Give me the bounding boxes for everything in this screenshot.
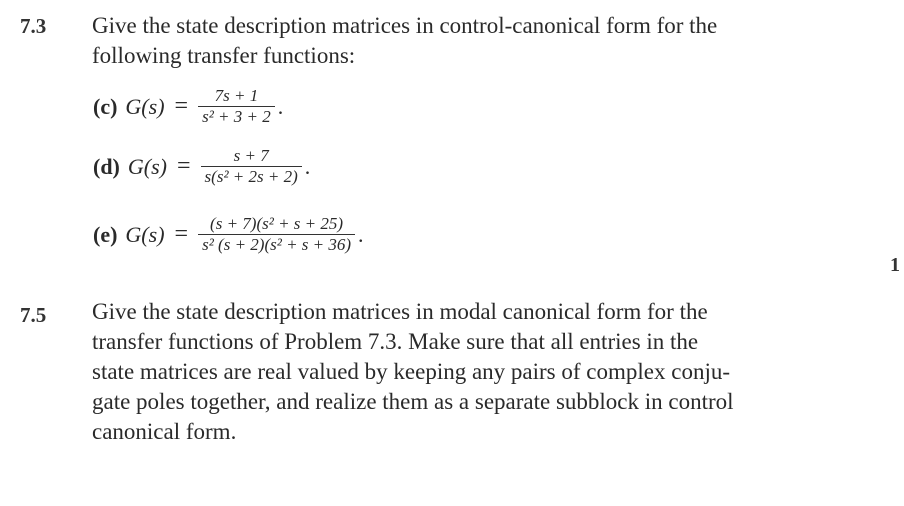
end-period: . bbox=[277, 93, 284, 119]
text-line: Give the state description matrices in modal canonical form for the bbox=[92, 299, 708, 324]
problem-7-3-intro bbox=[92, 11, 717, 71]
margin-mark: 1 bbox=[890, 254, 900, 276]
problem-number-7-5: 7.5 bbox=[20, 303, 47, 327]
problem-number-7-3: 7.3 bbox=[20, 14, 47, 38]
equation-c bbox=[93, 86, 283, 127]
fraction bbox=[198, 86, 275, 127]
equation-label: (e) bbox=[93, 221, 118, 247]
text-line: gate poles together, and realize them as a separate subblock in control bbox=[92, 389, 734, 414]
equals-sign: = bbox=[177, 153, 191, 179]
equation-d bbox=[93, 146, 310, 187]
denominator: s(s² + 2s + 2) bbox=[204, 167, 298, 186]
denominator: s² (s + 2)(s² + s + 36) bbox=[202, 235, 352, 254]
end-period: . bbox=[304, 153, 311, 179]
end-period: . bbox=[358, 221, 364, 247]
fraction bbox=[201, 146, 302, 187]
text-line: transfer functions of Problem 7.3. Make sure that all entries in the bbox=[92, 329, 699, 354]
numerator: s + 7 bbox=[233, 146, 269, 165]
intro-line: following transfer functions: bbox=[92, 43, 356, 68]
equation-label: (c) bbox=[93, 93, 118, 119]
denominator: s² + 3 + 2 bbox=[202, 107, 271, 126]
fraction bbox=[198, 214, 355, 255]
problem-7-5-text bbox=[92, 297, 734, 447]
equation-label: (d) bbox=[93, 153, 120, 179]
intro-line: Give the state description matrices in control-canonical form for the bbox=[92, 13, 718, 38]
equation-e bbox=[93, 214, 364, 255]
numerator: 7s + 1 bbox=[214, 86, 259, 105]
equation-lhs: G(s) bbox=[125, 93, 165, 119]
equation-lhs: G(s) bbox=[125, 221, 165, 247]
equals-sign: = bbox=[174, 93, 189, 119]
text-line: canonical form. bbox=[92, 419, 237, 444]
equation-lhs: G(s) bbox=[127, 153, 167, 179]
numerator: (s + 7)(s² + s + 25) bbox=[210, 214, 344, 233]
equals-sign: = bbox=[174, 221, 189, 247]
text-line: state matrices are real valued by keeping any pairs of complex conju- bbox=[92, 359, 730, 384]
